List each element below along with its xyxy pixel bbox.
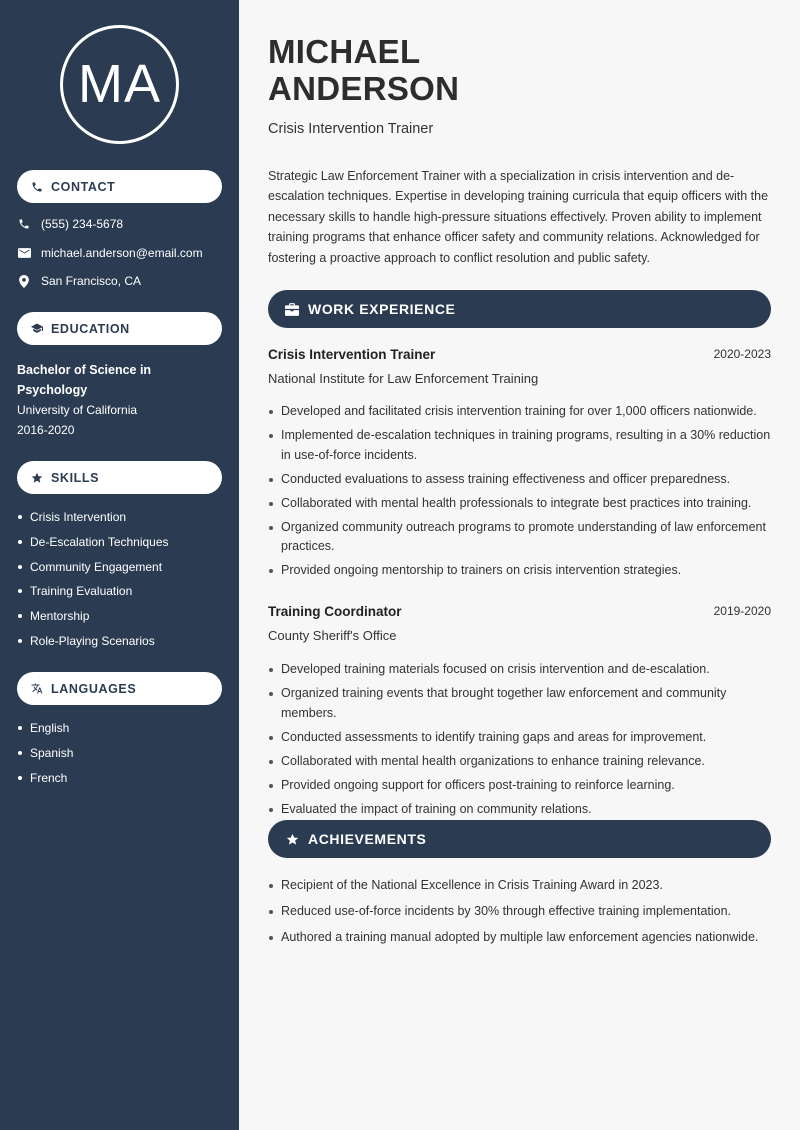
candidate-name — [268, 33, 459, 107]
skills-heading — [17, 461, 222, 494]
achievements-list — [268, 876, 773, 954]
work-experience-title: WORK EXPERIENCE — [308, 301, 456, 317]
job-title: Training Coordinator — [268, 604, 402, 619]
job-title: Crisis Intervention Trainer — [268, 347, 436, 362]
achievements-title: ACHIEVEMENTS — [308, 831, 427, 847]
initials: MA — [78, 54, 161, 114]
monogram-avatar — [60, 25, 179, 144]
sidebar — [0, 0, 239, 1130]
job-organization: National Institute for Law Enforcement Training — [268, 371, 539, 386]
languages-title: LANGUAGES — [51, 681, 137, 696]
job-bullet: Evaluated the impact of training on community relations. — [268, 800, 773, 820]
language-item: English — [17, 720, 73, 745]
translate-icon — [31, 683, 43, 695]
contact-heading — [17, 170, 222, 203]
skill-item: Mentorship — [17, 608, 169, 633]
star-icon — [31, 472, 43, 484]
job-bullets — [268, 402, 773, 585]
contact-email-text: michael.anderson@email.com — [41, 246, 203, 260]
languages-list — [17, 720, 73, 794]
contact-location — [17, 274, 141, 288]
contact-phone[interactable] — [17, 217, 123, 231]
contact-title: CONTACT — [51, 179, 116, 194]
job-headline: Crisis Intervention Trainer — [268, 121, 434, 137]
job-dates: 2019-2020 — [713, 604, 771, 618]
contact-email[interactable] — [17, 246, 203, 260]
job-bullet: Collaborated with mental health organizations to enhance training relevance. — [268, 752, 773, 772]
skill-item: Training Evaluation — [17, 583, 169, 608]
achievement-item: Reduced use-of-force incidents by 30% through effective training implementation. — [268, 902, 773, 922]
language-item: Spanish — [17, 745, 73, 770]
job-bullet: Collaborated with mental health professionals to integrate best practices into training. — [268, 494, 773, 514]
briefcase-icon — [285, 302, 299, 316]
phone-icon — [31, 181, 43, 193]
job-bullet: Conducted evaluations to assess training effectiveness and officer preparedness. — [268, 470, 773, 490]
job-bullet: Developed training materials focused on crisis intervention and de-escalation. — [268, 660, 773, 680]
job-bullet: Provided ongoing support for officers post-training to reinforce learning. — [268, 776, 773, 796]
graduation-cap-icon — [31, 323, 43, 335]
education-title: EDUCATION — [51, 321, 130, 336]
job-organization: County Sheriff's Office — [268, 628, 397, 643]
achievement-item: Authored a training manual adopted by multiple law enforcement agencies nationwide. — [268, 928, 773, 948]
job-bullet: Provided ongoing mentorship to trainers on crisis intervention strategies. — [268, 561, 773, 581]
languages-heading — [17, 672, 222, 705]
skills-title: SKILLS — [51, 470, 100, 485]
star-icon — [285, 832, 299, 846]
job-dates: 2020-2023 — [713, 347, 771, 361]
envelope-icon — [17, 246, 31, 260]
language-item: French — [17, 770, 73, 795]
job-bullet: Organized community outreach programs to promote understanding of law enforcement practices. — [268, 518, 773, 557]
education-years: 2016-2020 — [17, 423, 75, 437]
profile-summary: Strategic Law Enforcement Trainer with a specialization in crisis intervention and de-escalation techniques. Expertise in developing training curricula that equip officers with the necessary skills to handle high-pressure situations effectively. Proven ability to implement training programs that enhance officer safety and community relations. Acknowledged for fostering a proactive approach to conflict resolution and public safety. — [268, 169, 769, 265]
location-pin-icon — [17, 274, 31, 288]
job-bullet: Implemented de-escalation techniques in training programs, resulting in a 30% reduction in use-of-force incidents. — [268, 426, 773, 465]
job-bullet: Organized training events that brought together law enforcement and community members. — [268, 684, 773, 723]
achievements-heading — [268, 820, 771, 858]
job-bullet: Developed and facilitated crisis intervention training for over 1,000 officers nationwide. — [268, 402, 773, 422]
first-name: MICHAEL — [268, 33, 421, 70]
contact-location-text: San Francisco, CA — [41, 274, 142, 288]
education-school: University of California — [17, 403, 138, 417]
skill-item: Role-Playing Scenarios — [17, 633, 169, 658]
skill-item: De-Escalation Techniques — [17, 534, 169, 559]
achievement-item: Recipient of the National Excellence in Crisis Training Award in 2023. — [268, 876, 773, 896]
job-bullet: Conducted assessments to identify training gaps and areas for improvement. — [268, 728, 773, 748]
skill-item: Community Engagement — [17, 559, 169, 584]
skills-list — [17, 509, 169, 658]
education-heading — [17, 312, 222, 345]
contact-phone-text: (555) 234-5678 — [41, 217, 124, 231]
work-experience-heading — [268, 290, 771, 328]
phone-icon — [17, 217, 31, 231]
job-bullets — [268, 660, 773, 824]
skill-item: Crisis Intervention — [17, 509, 169, 534]
last-name: ANDERSON — [268, 70, 460, 107]
education-degree: Bachelor of Science in Psychology — [17, 363, 152, 397]
